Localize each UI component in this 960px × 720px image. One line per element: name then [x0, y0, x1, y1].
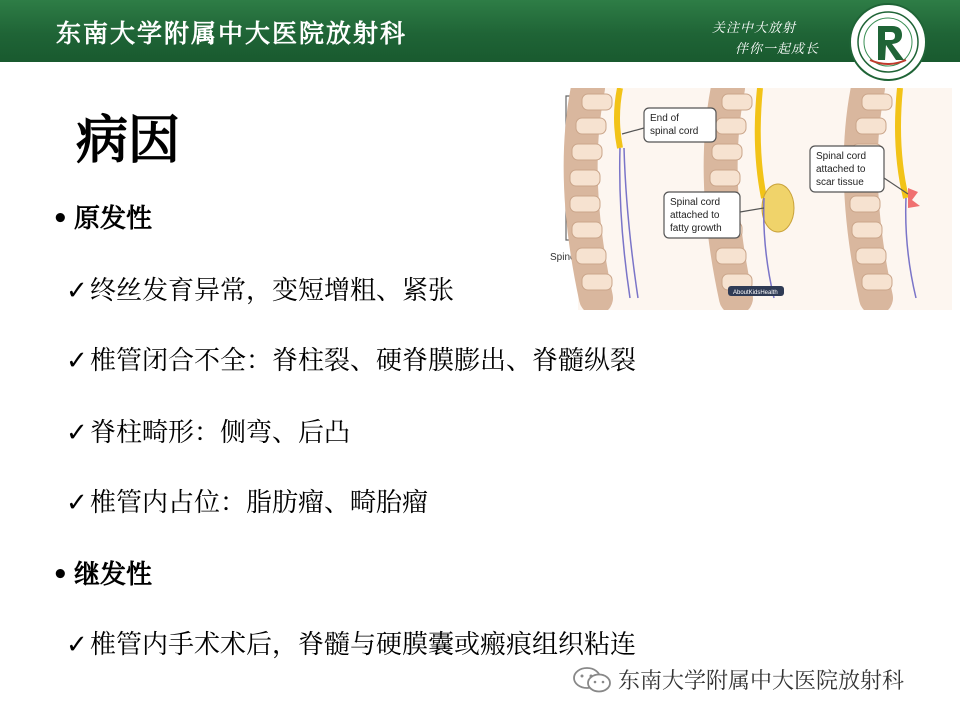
- watermark: [572, 664, 904, 695]
- header-title: 东南大学附属中大医院放射科: [56, 19, 408, 48]
- header-slogan-line2: 伴你一起成长: [735, 42, 820, 57]
- list-item: [66, 624, 636, 661]
- section-heading-text: 原发性: [74, 204, 153, 234]
- list-item-text: 脊柱畸形：侧弯、后凸: [90, 418, 351, 448]
- callout-text: spinal cord: [650, 126, 699, 137]
- header-slogan-line1: 关注中大放射: [712, 21, 797, 36]
- watermark-text: 东南大学附属中大医院放射科: [618, 669, 905, 694]
- callout-text: fatty growth: [670, 223, 722, 234]
- list-item-text: 椎管内手术术后，脊髓与硬膜囊或瘢痕组织粘连: [90, 630, 637, 660]
- spine-label: Spine: [550, 252, 576, 263]
- section-heading-primary: [52, 198, 152, 235]
- list-item-text: 椎管内占位：脂肪瘤、畸胎瘤: [90, 488, 429, 518]
- fatty-growth: [762, 184, 794, 232]
- header-bar: [0, 0, 960, 62]
- check-icon: ✓: [66, 418, 88, 448]
- slide-title: 病因: [76, 111, 181, 171]
- list-item-text: 椎管闭合不全：脊柱裂、硬脊膜膨出、脊髓纵裂: [90, 346, 637, 376]
- section-heading-secondary: [52, 554, 152, 591]
- list-item: [66, 340, 636, 377]
- bullet-dot: •: [52, 560, 69, 590]
- wechat-icon: [572, 667, 612, 693]
- callout-text: scar tissue: [816, 177, 864, 188]
- callout-text: attached to: [816, 164, 866, 175]
- check-icon: ✓: [66, 630, 88, 660]
- check-icon: ✓: [66, 488, 88, 518]
- callout-text: End of: [650, 113, 679, 124]
- tethered-cord-illustration: [548, 88, 952, 310]
- list-item-text: 终丝发育异常，变短增粗、紧张: [90, 276, 455, 306]
- list-item: [66, 412, 350, 449]
- callout-text: Spinal cord: [816, 151, 867, 162]
- list-item: [66, 270, 454, 307]
- check-icon: ✓: [66, 346, 88, 376]
- bullet-dot: •: [52, 204, 69, 234]
- credit-text: AboutKidsHealth: [733, 290, 778, 296]
- list-item: [66, 482, 428, 519]
- check-icon: ✓: [66, 276, 88, 306]
- callout-text: attached to: [670, 210, 720, 221]
- callout-text: Spinal cord: [670, 197, 721, 208]
- hospital-logo: [848, 2, 928, 82]
- section-heading-text: 继发性: [74, 560, 153, 590]
